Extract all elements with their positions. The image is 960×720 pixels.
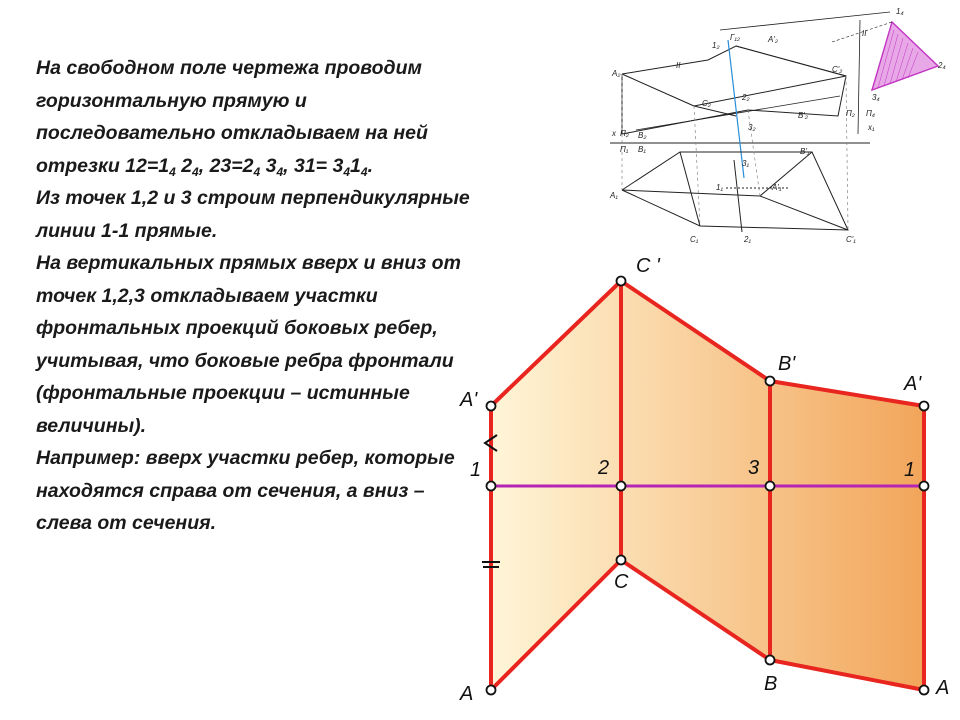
- point-b-top: [766, 377, 775, 386]
- label-1-right: 1: [904, 459, 916, 481]
- svg-text:A'₂: A'₂: [768, 35, 778, 44]
- svg-text:B₂: B₂: [638, 131, 647, 140]
- svg-text:1₄: 1₄: [896, 7, 904, 16]
- svg-text:A₁: A₁: [610, 191, 618, 200]
- orthographic-projection-drawing: [604, 4, 958, 250]
- svg-text:x: x: [612, 129, 616, 138]
- svg-text:2₄: 2₄: [938, 61, 946, 70]
- point-b-bottom: [766, 656, 775, 665]
- label-c-mid: C: [614, 571, 629, 593]
- svg-text:B'₂: B'₂: [798, 111, 808, 120]
- point-a-bottom-right: [920, 686, 929, 695]
- label-3: 3: [748, 457, 760, 479]
- point-c-mid: [617, 556, 626, 565]
- development-diagram: [440, 240, 960, 720]
- paragraph-4: Например: вверх участки ребер, которые находятся справа от сечения, а вниз – слева от сечения.: [36, 447, 455, 534]
- svg-text:C₂: C₂: [702, 99, 711, 108]
- svg-text:B₁: B₁: [638, 145, 646, 154]
- label-1-left: 1: [470, 459, 482, 481]
- svg-text:2₁: 2₁: [744, 235, 751, 244]
- point-3: [766, 482, 775, 491]
- thumb-cutting-plane: [728, 40, 744, 178]
- point-2: [617, 482, 626, 491]
- label-c-top: C ': [636, 255, 660, 277]
- paragraph-3: На вертикальных прямых вверх и вниз от точек 1,2,3 откладываем участки фронтальных проекций боковых ребер, учитывая, что боковые ребра фронтали (фронтальные проекции – истинные величины).: [36, 252, 461, 437]
- svg-text:Г₁₂: Г₁₂: [730, 33, 740, 42]
- label-b-bottom: B: [764, 673, 778, 695]
- label-a-right: A': [904, 373, 922, 395]
- svg-text:B'₁: B'₁: [800, 147, 810, 156]
- svg-text:1₂: 1₂: [712, 41, 720, 50]
- point-a-top-left: [487, 402, 496, 411]
- paragraph-2: Из точек 1,2 и 3 строим перпендикулярные линии 1-1 прямые.: [36, 187, 470, 242]
- point-a-top-right: [920, 402, 929, 411]
- svg-text:3₂: 3₂: [748, 123, 756, 132]
- svg-text:x₁: x₁: [868, 123, 875, 132]
- label-a-bottom-right: A: [936, 677, 950, 699]
- point-1-right: [920, 482, 929, 491]
- svg-text:П₁: П₁: [620, 145, 629, 154]
- svg-text:II: II: [862, 29, 867, 38]
- svg-text:П₂: П₂: [620, 129, 629, 138]
- point-a-bottom-left: [487, 686, 496, 695]
- point-c-top: [617, 277, 626, 286]
- svg-text:II: II: [676, 61, 681, 70]
- svg-text:A₂: A₂: [612, 69, 621, 78]
- svg-text:C'₁: C'₁: [846, 235, 856, 244]
- svg-text:C₁: C₁: [690, 235, 699, 244]
- svg-text:A'₁: A'₁: [772, 183, 782, 192]
- svg-text:П₄: П₄: [866, 109, 876, 118]
- explanation-text: [36, 52, 476, 540]
- svg-text:П₂: П₂: [846, 109, 855, 118]
- label-2: 2: [598, 457, 610, 479]
- svg-text:C'₂: C'₂: [832, 65, 843, 74]
- svg-text:3₁: 3₁: [742, 159, 749, 168]
- label-b-top: B': [778, 353, 796, 375]
- svg-text:2₂: 2₂: [742, 93, 750, 102]
- label-a-bottom-left: A: [460, 683, 474, 705]
- svg-text:3₄: 3₄: [872, 93, 880, 102]
- paragraph-1: На свободном поле чертежа проводим горизонтальную прямую и последовательно откладываем на ней отрезки $12=1_4$ $2_4$, $23=2_4$ $3_4$, $31= 3_41_4$.: [36, 57, 428, 179]
- label-a-left: A': [460, 389, 478, 411]
- point-1-left: [487, 482, 496, 491]
- thumb-horizontal-view: [622, 152, 848, 232]
- svg-text:1₁: 1₁: [716, 183, 723, 192]
